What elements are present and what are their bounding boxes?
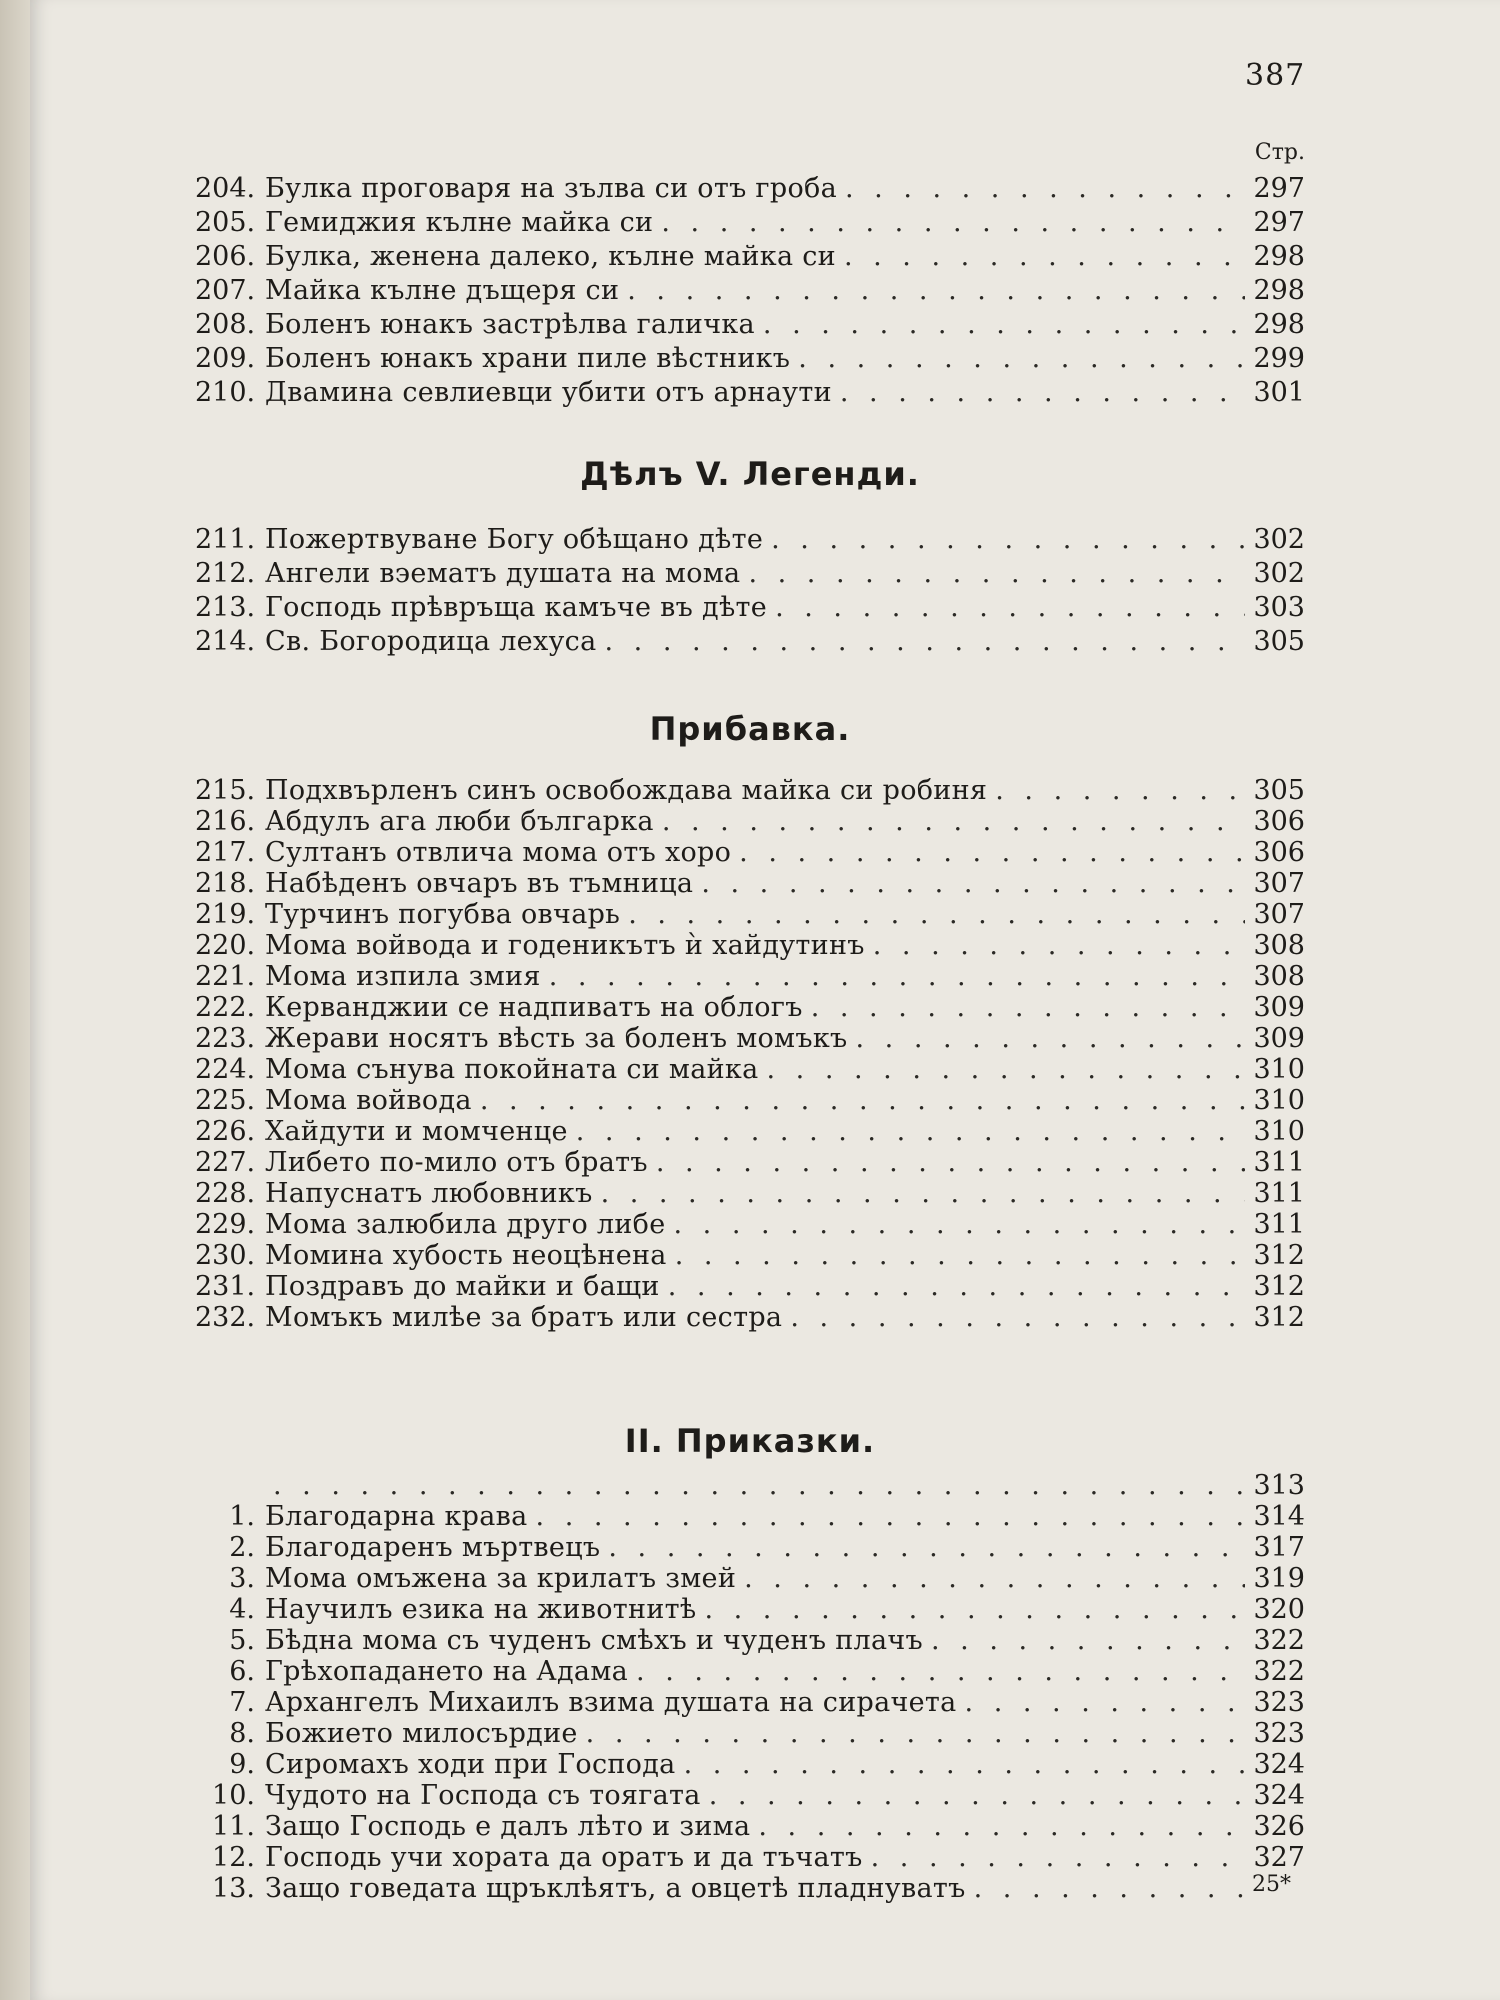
entry-page: 312 xyxy=(1253,1302,1305,1333)
entry-title: Господь учи хората да оратъ и да тъчатъ xyxy=(265,1842,863,1873)
entry-number: 230. xyxy=(195,1240,256,1271)
entry-number: 225. xyxy=(195,1085,256,1116)
entry-page: 305 xyxy=(1253,626,1305,657)
toc-entry xyxy=(195,1594,1305,1625)
toc-entry xyxy=(195,1842,1305,1873)
dot-leader xyxy=(265,1470,1245,1501)
entry-page: 298 xyxy=(1253,241,1305,272)
entry-title: Подхвърленъ синъ освобождава майка си робиня xyxy=(265,775,988,806)
entry-title: Мома омъжена за крилатъ змей xyxy=(265,1563,737,1594)
entry-page: 302 xyxy=(1253,524,1305,555)
toc-entry xyxy=(195,1749,1305,1780)
toc-entry xyxy=(195,523,1305,557)
entry-title: Пожертвуване Богу обѣщано дѣте xyxy=(265,524,764,555)
page-number: 387 xyxy=(1245,58,1306,93)
dot-leader xyxy=(620,899,1245,930)
entry-page: 308 xyxy=(1253,930,1305,961)
dot-leader xyxy=(957,1687,1245,1718)
entry-title: Либето по-мило отъ братъ xyxy=(265,1147,648,1178)
toc-entry xyxy=(195,1873,1305,1904)
entry-page: 311 xyxy=(1253,1147,1305,1178)
entry-title: Св. Богородица лехуса xyxy=(265,626,597,657)
dot-leader xyxy=(593,1178,1245,1209)
entry-number: 231. xyxy=(195,1271,256,1302)
dot-leader xyxy=(767,591,1245,625)
dot-leader xyxy=(836,240,1245,274)
entry-number: 13. xyxy=(212,1873,255,1904)
entry-page: 308 xyxy=(1253,961,1305,992)
entry-number: 215. xyxy=(195,775,256,806)
dot-leader xyxy=(837,172,1245,206)
entry-page: 310 xyxy=(1253,1054,1305,1085)
entry-page: 306 xyxy=(1253,806,1305,837)
dot-leader xyxy=(863,1842,1245,1873)
dot-leader xyxy=(740,557,1245,591)
entry-number: 222. xyxy=(195,992,256,1023)
entry-title: Благодаренъ мъртвецъ xyxy=(265,1532,601,1563)
entry-page: 327 xyxy=(1253,1842,1305,1873)
toc-entry xyxy=(195,1780,1305,1811)
toc-entry xyxy=(195,1656,1305,1687)
entry-title: Булка проговаря на зълва си отъ гроба xyxy=(265,173,837,204)
entry-title: Защо говедата щръклѣятъ, а овцетѣ пладнуватъ xyxy=(265,1873,966,1904)
entry-number: 206. xyxy=(195,241,256,272)
entry-number: 217. xyxy=(195,837,256,868)
entry-title: Чудото на Господа съ тоягата xyxy=(265,1780,701,1811)
entry-title: Напуснатъ любовникъ xyxy=(265,1178,593,1209)
toc-list xyxy=(195,523,1305,659)
entry-title: Турчинъ погубва овчарь xyxy=(265,899,621,930)
entry-number: 232. xyxy=(195,1302,256,1333)
page-column-label: Стр. xyxy=(1254,140,1305,165)
entry-page: 322 xyxy=(1253,1625,1305,1656)
toc-entry xyxy=(195,837,1305,868)
entry-page: 299 xyxy=(1253,343,1305,374)
entry-title: Мома войвода и годеникътъ ѝ хайдутинъ xyxy=(265,930,865,961)
entry-title: Жерави носятъ вѣсть за боленъ момъкъ xyxy=(265,1023,848,1054)
entry-number: 207. xyxy=(195,275,256,306)
toc-entry xyxy=(195,1085,1305,1116)
entry-page: 297 xyxy=(1253,173,1305,204)
printer-signature-mark: 25* xyxy=(1252,1872,1291,1897)
entry-page: 313 xyxy=(1253,1470,1305,1501)
toc-entry xyxy=(195,557,1305,591)
entry-title: Хайдути и момченце xyxy=(265,1116,568,1147)
entry-title: Майка кълне дъщеря си xyxy=(265,275,620,306)
toc-entry xyxy=(195,1625,1305,1656)
entry-title: Защо Господь е далъ лѣто и зима xyxy=(265,1811,751,1842)
entry-title: Мома залюбила друго либе xyxy=(265,1209,666,1240)
entry-number: 216. xyxy=(195,806,256,837)
entry-number: 226. xyxy=(195,1116,256,1147)
entry-title: Гемиджия кълне майка си xyxy=(265,207,654,238)
dot-leader xyxy=(696,1594,1245,1625)
toc-entry xyxy=(195,1240,1305,1271)
dot-leader xyxy=(619,274,1245,308)
entry-page: 311 xyxy=(1253,1209,1305,1240)
toc-entry xyxy=(195,1271,1305,1302)
entry-page: 314 xyxy=(1253,1501,1305,1532)
dot-leader xyxy=(676,1749,1245,1780)
dot-leader xyxy=(848,1023,1246,1054)
entry-title: Божието милосърдие xyxy=(265,1718,578,1749)
entry-title: Абдулъ ага люби българка xyxy=(265,806,654,837)
section-heading: Дѣлъ V. Легенди. xyxy=(580,455,920,493)
entry-page: 312 xyxy=(1253,1271,1305,1302)
toc-entry xyxy=(195,591,1305,625)
entry-number: 9. xyxy=(229,1749,255,1780)
entry-number: 6. xyxy=(229,1656,255,1687)
toc-entry xyxy=(195,625,1305,659)
entry-page: 326 xyxy=(1253,1811,1305,1842)
section-heading: II. Приказки. xyxy=(624,1422,876,1460)
dot-leader xyxy=(472,1085,1245,1116)
entry-number: 220. xyxy=(195,930,256,961)
entry-page: 302 xyxy=(1253,558,1305,589)
entry-title: Мома войвода xyxy=(265,1085,472,1116)
entry-title: Султанъ отвлича мома отъ хоро xyxy=(265,837,732,868)
dot-leader xyxy=(790,342,1245,376)
entry-number: 223. xyxy=(195,1023,256,1054)
dot-leader xyxy=(731,837,1245,868)
entry-title: Момъкъ милѣе за братъ или сестра xyxy=(265,1302,783,1333)
toc-list xyxy=(195,775,1305,1333)
entry-number: 10. xyxy=(212,1780,255,1811)
entry-title: Мома изпила змия xyxy=(265,961,541,992)
entry-number: 1. xyxy=(229,1501,255,1532)
dot-leader xyxy=(578,1718,1245,1749)
dot-leader xyxy=(628,1656,1245,1687)
entry-number: 3. xyxy=(229,1563,255,1594)
book-page xyxy=(30,0,1500,2000)
dot-leader xyxy=(865,930,1245,961)
entry-page: 298 xyxy=(1253,309,1305,340)
entry-page: 322 xyxy=(1253,1656,1305,1687)
toc-list xyxy=(195,172,1305,410)
toc-entry xyxy=(195,1209,1305,1240)
dot-leader xyxy=(736,1563,1245,1594)
toc-entry xyxy=(195,930,1305,961)
entry-number: 224. xyxy=(195,1054,256,1085)
entry-page: 305 xyxy=(1253,775,1305,806)
toc-list xyxy=(195,1470,1305,1904)
toc-entry xyxy=(195,274,1305,308)
entry-number: 218. xyxy=(195,868,256,899)
toc-entry xyxy=(195,1811,1305,1842)
toc-entry xyxy=(195,899,1305,930)
toc-entry xyxy=(195,1023,1305,1054)
entry-number: 2. xyxy=(229,1532,255,1563)
entry-page: 323 xyxy=(1253,1718,1305,1749)
entry-title: Благодарна крава xyxy=(265,1501,528,1532)
entry-number: 213. xyxy=(195,592,256,623)
entry-page: 319 xyxy=(1253,1563,1305,1594)
entry-page: 317 xyxy=(1253,1532,1305,1563)
toc-entry xyxy=(195,308,1305,342)
toc-entry xyxy=(195,172,1305,206)
dot-leader xyxy=(763,523,1245,557)
entry-number: 205. xyxy=(195,207,256,238)
dot-leader xyxy=(755,308,1245,342)
entry-number: 214. xyxy=(195,626,256,657)
toc-entry xyxy=(195,1470,1305,1501)
entry-title: Ангели вэематъ душата на мома xyxy=(265,558,741,589)
entry-title: Набѣденъ овчаръ въ тъмница xyxy=(265,868,694,899)
entry-number: 210. xyxy=(195,377,256,408)
entry-number: 11. xyxy=(212,1811,255,1842)
entry-number: 208. xyxy=(195,309,256,340)
entry-page: 311 xyxy=(1253,1178,1305,1209)
entry-number: 12. xyxy=(212,1842,255,1873)
dot-leader xyxy=(597,625,1246,659)
dot-leader xyxy=(750,1811,1245,1842)
dot-leader xyxy=(600,1532,1245,1563)
entry-page: 310 xyxy=(1253,1116,1305,1147)
toc-entry xyxy=(195,1054,1305,1085)
toc-entry xyxy=(195,806,1305,837)
dot-leader xyxy=(832,376,1245,410)
entry-page: 307 xyxy=(1253,899,1305,930)
entry-page: 303 xyxy=(1253,592,1305,623)
dot-leader xyxy=(648,1147,1245,1178)
entry-title: Сиромахъ ходи при Господа xyxy=(265,1749,676,1780)
entry-page: 324 xyxy=(1253,1780,1305,1811)
entry-page: 306 xyxy=(1253,837,1305,868)
entry-page: 298 xyxy=(1253,275,1305,306)
dot-leader xyxy=(660,1271,1245,1302)
toc-entry xyxy=(195,1302,1305,1333)
entry-number: 8. xyxy=(229,1718,255,1749)
entry-page: 301 xyxy=(1253,377,1305,408)
dot-leader xyxy=(654,806,1245,837)
dot-leader xyxy=(653,206,1245,240)
entry-number: 227. xyxy=(195,1147,256,1178)
dot-leader xyxy=(782,1302,1245,1333)
entry-page: 310 xyxy=(1253,1085,1305,1116)
dot-leader xyxy=(666,1209,1245,1240)
entry-title: Научилъ езика на животнитѣ xyxy=(265,1594,697,1625)
entry-page: 307 xyxy=(1253,868,1305,899)
entry-number: 219. xyxy=(195,899,256,930)
toc-entry xyxy=(195,206,1305,240)
toc-entry xyxy=(195,992,1305,1023)
entry-title: Мома сънува покойната си майка xyxy=(265,1054,759,1085)
entry-title: Двамина севлиевци убити отъ арнаути xyxy=(265,377,832,408)
entry-title: Булка, женена далеко, кълне майка си xyxy=(265,241,836,272)
entry-number: 212. xyxy=(195,558,256,589)
entry-title: Поздравъ до майки и бащи xyxy=(265,1271,660,1302)
toc-entry xyxy=(195,1147,1305,1178)
dot-leader xyxy=(759,1054,1246,1085)
entry-title: Момина хубость неоцѣнена xyxy=(265,1240,667,1271)
entry-number: 4. xyxy=(229,1594,255,1625)
entry-page: 312 xyxy=(1253,1240,1305,1271)
entry-page: 309 xyxy=(1253,1023,1305,1054)
entry-number: 221. xyxy=(195,961,256,992)
toc-entry xyxy=(195,1178,1305,1209)
section-heading: Прибавка. xyxy=(649,710,851,748)
book-gutter xyxy=(0,0,30,2000)
entry-title: Архангелъ Михаилъ взима душата на сирачета xyxy=(265,1687,957,1718)
entry-number: 204. xyxy=(195,173,256,204)
toc-entry xyxy=(195,1532,1305,1563)
dot-leader xyxy=(528,1501,1245,1532)
dot-leader xyxy=(923,1625,1245,1656)
dot-leader xyxy=(568,1116,1245,1147)
toc-entry xyxy=(195,1116,1305,1147)
toc-entry xyxy=(195,961,1305,992)
entry-number: 209. xyxy=(195,343,256,374)
entry-title: Керванджии се надпиватъ на облогъ xyxy=(265,992,803,1023)
dot-leader xyxy=(966,1873,1245,1904)
entry-number: 211. xyxy=(195,524,256,555)
entry-title: Грѣхопадането на Адама xyxy=(265,1656,629,1687)
toc-entry xyxy=(195,775,1305,806)
toc-entry xyxy=(195,1687,1305,1718)
dot-leader xyxy=(803,992,1245,1023)
toc-entry xyxy=(195,868,1305,899)
entry-page: 320 xyxy=(1253,1594,1305,1625)
entry-title: Бѣдна мома съ чуденъ смѣхъ и чуденъ плачъ xyxy=(265,1625,923,1656)
dot-leader xyxy=(701,1780,1245,1811)
entry-page: 309 xyxy=(1253,992,1305,1023)
dot-leader xyxy=(987,775,1245,806)
toc-entry xyxy=(195,1501,1305,1532)
entry-number: 7. xyxy=(229,1687,255,1718)
entry-page: 297 xyxy=(1253,207,1305,238)
entry-number: 229. xyxy=(195,1209,256,1240)
toc-entry xyxy=(195,1718,1305,1749)
toc-entry xyxy=(195,342,1305,376)
toc-entry xyxy=(195,240,1305,274)
entry-title: Боленъ юнакъ застрѣлва галичка xyxy=(265,309,755,340)
dot-leader xyxy=(693,868,1245,899)
entry-number: 5. xyxy=(229,1625,255,1656)
entry-number: 228. xyxy=(195,1178,256,1209)
dot-leader xyxy=(541,961,1245,992)
entry-title: Боленъ юнакъ храни пиле вѣстникъ xyxy=(265,343,791,374)
toc-entry xyxy=(195,1563,1305,1594)
dot-leader xyxy=(667,1240,1245,1271)
entry-page: 323 xyxy=(1253,1687,1305,1718)
entry-page: 324 xyxy=(1253,1749,1305,1780)
toc-entry xyxy=(195,376,1305,410)
entry-title: Господь прѣвръща камъче въ дѣте xyxy=(265,592,768,623)
